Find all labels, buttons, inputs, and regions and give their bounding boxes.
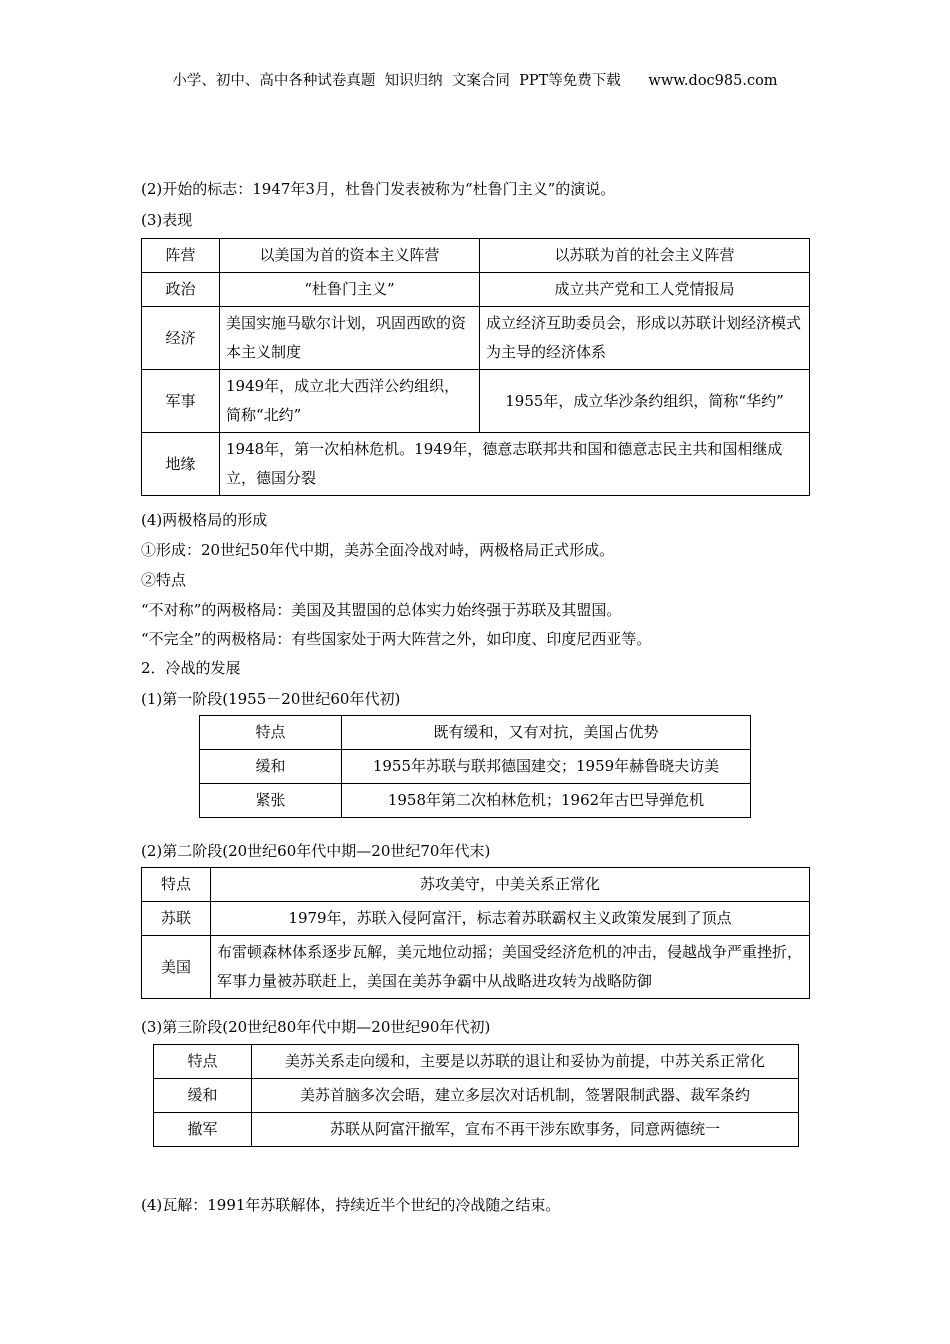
table-row — [154, 1079, 799, 1113]
table-row — [154, 1113, 799, 1147]
table-cell: 特点 — [154, 1045, 252, 1079]
paragraph-formation: ①形成：20世纪50年代中期，美苏全面冷战对峙，两极格局正式形成。 — [141, 541, 615, 559]
table-row — [142, 433, 810, 496]
table-stage2 — [141, 867, 810, 999]
table-camps — [141, 238, 810, 496]
table-cell: 阵营 — [142, 239, 220, 273]
table-cell: 经济 — [142, 307, 220, 370]
table-cell: 美国实施马歇尔计划，巩固西欧的资本主义制度 — [220, 307, 480, 370]
table-cell: 苏攻美守，中美关系正常化 — [211, 868, 810, 902]
table-cell: 美国 — [142, 936, 211, 999]
paragraph-collapse: (4)瓦解：1991年苏联解体，持续近半个世纪的冷战随之结束。 — [141, 1196, 561, 1214]
table-cell: 特点 — [200, 716, 342, 750]
table-stage3 — [153, 1044, 799, 1147]
paragraph-features-heading: ②特点 — [141, 571, 187, 589]
table-cell: 1955年，成立华沙条约组织，简称“华约” — [480, 370, 810, 433]
table-row — [154, 1045, 799, 1079]
table-row — [142, 239, 810, 273]
table-row — [142, 370, 810, 433]
table-cell: 以苏联为首的社会主义阵营 — [480, 239, 810, 273]
table-cell: 1948年，第一次柏林危机。1949年，德意志联邦共和国和德意志民主共和国相继成立，德国分裂 — [220, 433, 810, 496]
table-row — [142, 273, 810, 307]
paragraph-stage1-heading: (1)第一阶段(1955－20世纪60年代初) — [141, 690, 401, 708]
table-cell: “杜鲁门主义” — [220, 273, 480, 307]
table-cell: 政治 — [142, 273, 220, 307]
paragraph-asymmetric: “不对称”的两极格局：美国及其盟国的总体实力始终强于苏联及其盟国。 — [141, 601, 622, 619]
table-row — [142, 936, 810, 999]
page-header: 小学、初中、高中各种试卷真题 知识归纳 文案合同 PPT等免费下载 www.doc985.com — [172, 73, 778, 89]
table-cell: 1949年，成立北大西洋公约组织，简称“北约” — [220, 370, 480, 433]
table-cell: 紧张 — [200, 784, 342, 818]
paragraph-incomplete: “不完全”的两极格局：有些国家处于两大阵营之外，如印度、印度尼西亚等。 — [141, 630, 652, 648]
paragraph-manifestation-heading: (3)表现 — [141, 211, 193, 229]
table-cell: 布雷顿森林体系逐步瓦解，美元地位动摇；美国受经济危机的冲击，侵越战争严重挫折，军事力量被苏联赶上，美国在美苏争霸中从战略进攻转为战略防御 — [211, 936, 810, 999]
table-row — [200, 750, 751, 784]
table-row — [142, 868, 810, 902]
table-cell: 撤军 — [154, 1113, 252, 1147]
table-cell: 1958年第二次柏林危机；1962年古巴导弹危机 — [342, 784, 751, 818]
table-cell: 既有缓和，又有对抗，美国占优势 — [342, 716, 751, 750]
paragraph-stage2-heading: (2)第二阶段(20世纪60年代中期—20世纪70年代末) — [141, 842, 491, 860]
table-row — [142, 307, 810, 370]
table-row — [200, 784, 751, 818]
table-cell: 以美国为首的资本主义阵营 — [220, 239, 480, 273]
paragraph-stage3-heading: (3)第三阶段(20世纪80年代中期—20世纪90年代初) — [141, 1018, 491, 1036]
table-cell: 苏联从阿富汗撤军，宣布不再干涉东欧事务，同意两德统一 — [252, 1113, 799, 1147]
table-cell: 1955年苏联与联邦德国建交；1959年赫鲁晓夫访美 — [342, 750, 751, 784]
table-row — [200, 716, 751, 750]
table-cell: 特点 — [142, 868, 211, 902]
table-cell: 缓和 — [200, 750, 342, 784]
table-cell: 军事 — [142, 370, 220, 433]
table-stage1 — [199, 715, 751, 818]
table-row — [142, 902, 810, 936]
table-cell: 成立经济互助委员会，形成以苏联计划经济模式为主导的经济体系 — [480, 307, 810, 370]
table-cell: 缓和 — [154, 1079, 252, 1113]
paragraph-development-heading: 2．冷战的发展 — [141, 659, 241, 677]
paragraph-bipolar-heading: (4)两极格局的形成 — [141, 511, 268, 529]
paragraph-start-sign: (2)开始的标志：1947年3月，杜鲁门发表被称为“杜鲁门主义”的演说。 — [141, 180, 616, 198]
table-cell: 美苏首脑多次会晤，建立多层次对话机制，签署限制武器、裁军条约 — [252, 1079, 799, 1113]
table-cell: 苏联 — [142, 902, 211, 936]
table-cell: 美苏关系走向缓和，主要是以苏联的退让和妥协为前提，中苏关系正常化 — [252, 1045, 799, 1079]
table-cell: 成立共产党和工人党情报局 — [480, 273, 810, 307]
table-cell: 地缘 — [142, 433, 220, 496]
table-cell: 1979年，苏联入侵阿富汗，标志着苏联霸权主义政策发展到了顶点 — [211, 902, 810, 936]
